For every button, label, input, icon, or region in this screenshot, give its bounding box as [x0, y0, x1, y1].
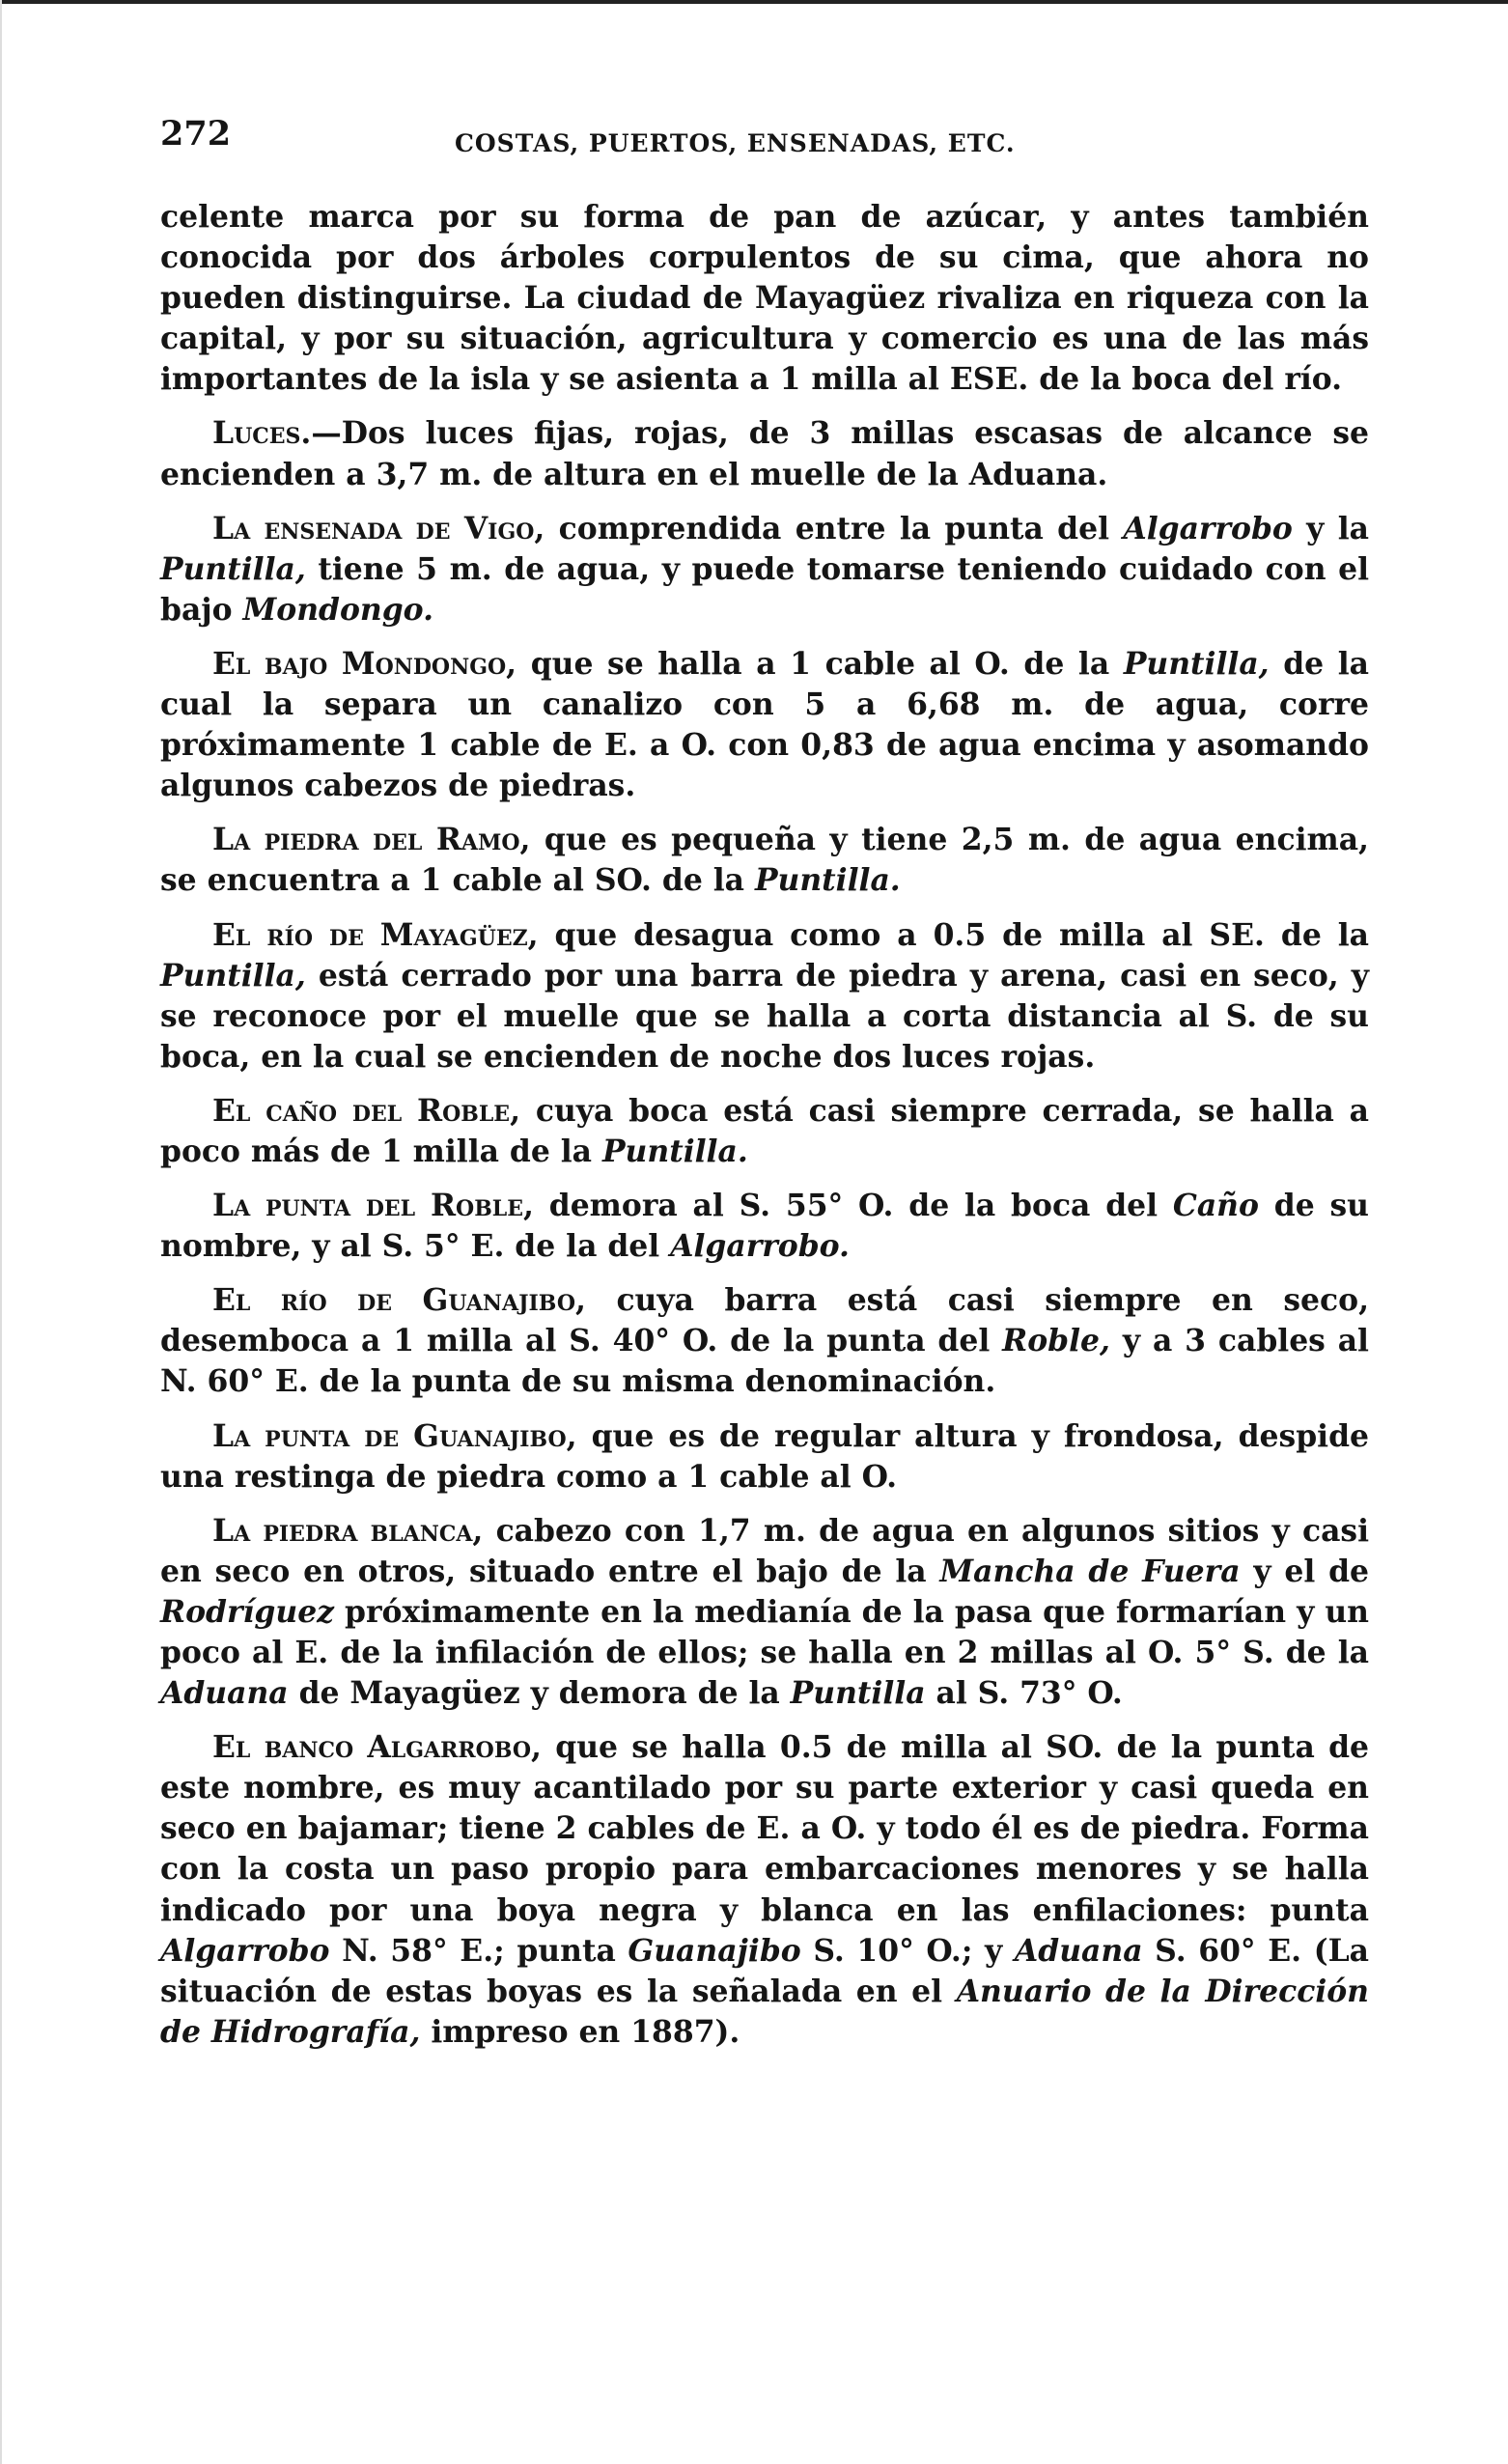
- italic-run: Puntilla: [790, 1676, 926, 1712]
- page-number: 272: [160, 114, 232, 154]
- entry-heading: La punta del Roble,: [212, 1189, 534, 1224]
- italic-run: Aduana: [160, 1676, 289, 1712]
- text-run: de Mayagüez y demora de la: [288, 1676, 791, 1712]
- paragraph: [160, 1416, 1369, 1498]
- text-run: S. 10° O.; y: [800, 1933, 1015, 1969]
- page-header: [160, 114, 1369, 168]
- paragraph: [160, 915, 1369, 1078]
- italic-run: Rodríguez: [160, 1594, 335, 1630]
- entry-heading: La ensenada de Vigo,: [212, 511, 545, 546]
- italic-run: Aduana: [1014, 1933, 1143, 1969]
- text-run: —Dos luces fijas, rojas, de 3 millas escasas de alcance se encienden a 3,7 m. de altura en el muelle de la Aduana.: [160, 416, 1369, 492]
- text-run: impreso en 1887).: [420, 2014, 740, 2050]
- text-run: N. 58° E.; punta: [329, 1933, 628, 1969]
- text-run: cuya boca está casi siempre cerrada, se halla a poco más de 1 milla de la: [160, 1093, 1369, 1169]
- paragraph: [160, 1091, 1369, 1172]
- italic-run: Algarrobo.: [670, 1229, 850, 1265]
- text-run: está cerrado por una barra de piedra y arena, casi en seco, y se reconoce por el muelle que se halla a corta distancia al S. de su boca, en la cual se encienden de noche dos luces rojas.: [160, 958, 1369, 1075]
- text-run: de su nombre, y al S. 5° E. de la del: [160, 1189, 1369, 1265]
- italic-run: Mancha de Fuera: [939, 1554, 1241, 1589]
- paragraph: [160, 197, 1369, 400]
- text-run: que se halla a 1 cable al O. de la: [517, 646, 1124, 682]
- text-run: de la cual la separa un canalizo con 5 a 6,68 m. de agua, corre próximamente 1 cable de E. a O. con 0,83 de agua encima y asomando algunos cabezos de piedras.: [160, 646, 1369, 804]
- entry-heading: El río de Guanajibo,: [212, 1283, 586, 1319]
- italic-run: Puntilla,: [1123, 646, 1270, 682]
- text-run: que es de regular altura y frondosa, despide una restinga de piedra como a 1 cable al O.: [160, 1418, 1369, 1495]
- paragraph: [160, 413, 1369, 494]
- paragraph: [160, 1727, 1369, 2053]
- text-run: tiene 5 m. de agua, y puede tomarse teniendo cuidado con el bajo: [160, 551, 1369, 628]
- italic-run: Caño: [1172, 1189, 1259, 1224]
- text-run: y el de: [1240, 1554, 1370, 1589]
- italic-run: Puntilla.: [601, 1134, 748, 1169]
- paragraph: [160, 1280, 1369, 1402]
- entry-heading: El río de Mayagüez,: [212, 917, 539, 953]
- italic-run: Mondongo.: [242, 592, 433, 628]
- entry-heading: La piedra del Ramo,: [212, 823, 531, 858]
- italic-run: Puntilla.: [754, 863, 901, 899]
- italic-run: Anuario de la Dirección de Hidrografía,: [160, 1974, 1369, 2050]
- text-run: S. 60° E. (La situación de estas boyas es la señalada en el: [160, 1933, 1369, 2009]
- text-run: que se halla 0.5 de milla al SO. de la punta de este nombre, es muy acantilado por su parte exterior y casi queda en seco en bajamar; tiene 2 cables de E. a O. y todo él es de piedra. Forma con la costa un paso propio para embarcaciones menores y se halla indicado por una boya negra y blanca en las enfilaciones: punta: [160, 1730, 1369, 1928]
- text-run: y la: [1292, 511, 1369, 546]
- text-run: celente marca por su forma de pan de azúcar, y antes también conocida por dos árboles corpulentos de su cima, que ahora no pueden distinguirse. La ciudad de Mayagüez rivaliza en riqueza con la capital, y por su situación, agricultura y comercio es una de las más importantes de la isla y se asienta a 1 milla al ESE. de la boca del río.: [160, 200, 1369, 398]
- text-run: que es pequeña y tiene 2,5 m. de agua encima, se encuentra a 1 cable al SO. de la: [160, 823, 1369, 899]
- text-run: comprendida entre la punta del: [545, 511, 1124, 546]
- italic-run: Algarrobo: [160, 1933, 330, 1969]
- paragraph: [160, 1186, 1369, 1267]
- text-run: demora al S. 55° O. de la boca del: [533, 1189, 1173, 1224]
- entry-heading: La piedra blanca,: [212, 1513, 484, 1549]
- scan-top-edge: [0, 0, 1508, 4]
- text-run: y a 3 cables al N. 60° E. de la punta de su misma denominación.: [160, 1324, 1369, 1400]
- italic-run: Puntilla,: [160, 958, 306, 994]
- text-run: al S. 73° O.: [925, 1676, 1123, 1712]
- entry-heading: La punta de Guanajibo,: [212, 1418, 577, 1454]
- italic-run: Puntilla,: [160, 551, 306, 587]
- entry-heading: Luces.: [212, 416, 312, 452]
- italic-run: Roble,: [1002, 1324, 1110, 1359]
- paragraph: [160, 509, 1369, 630]
- scan-left-edge: [0, 0, 2, 2464]
- body-text: [160, 197, 1369, 2053]
- italic-run: Guanajibo: [628, 1933, 801, 1969]
- paragraph: [160, 820, 1369, 901]
- entry-heading: El banco Algarrobo,: [212, 1730, 542, 1766]
- entry-heading: El caño del Roble,: [212, 1093, 521, 1129]
- italic-run: Algarrobo: [1123, 511, 1293, 546]
- text-run: que desagua como a 0.5 de milla al SE. de la: [538, 917, 1369, 953]
- book-page: [160, 114, 1369, 2066]
- text-run: cuya barra está casi siempre en seco, desemboca a 1 milla al S. 40° O. de la punta del: [160, 1283, 1369, 1359]
- entry-heading: El bajo Mondongo,: [212, 646, 517, 682]
- running-title: COSTAS, PUERTOS, ENSENADAS, ETC.: [455, 129, 1016, 157]
- text-run: cabezo con 1,7 m. de agua en algunos sitios y casi en seco en otros, situado entre el bajo de la: [160, 1513, 1369, 1589]
- paragraph: [160, 644, 1369, 806]
- text-run: próximamente en la medianía de la pasa que formarían y un poco al E. de la infilación de ellos; se halla en 2 millas al O. 5° S. de la: [160, 1594, 1369, 1670]
- paragraph: [160, 1511, 1369, 1714]
